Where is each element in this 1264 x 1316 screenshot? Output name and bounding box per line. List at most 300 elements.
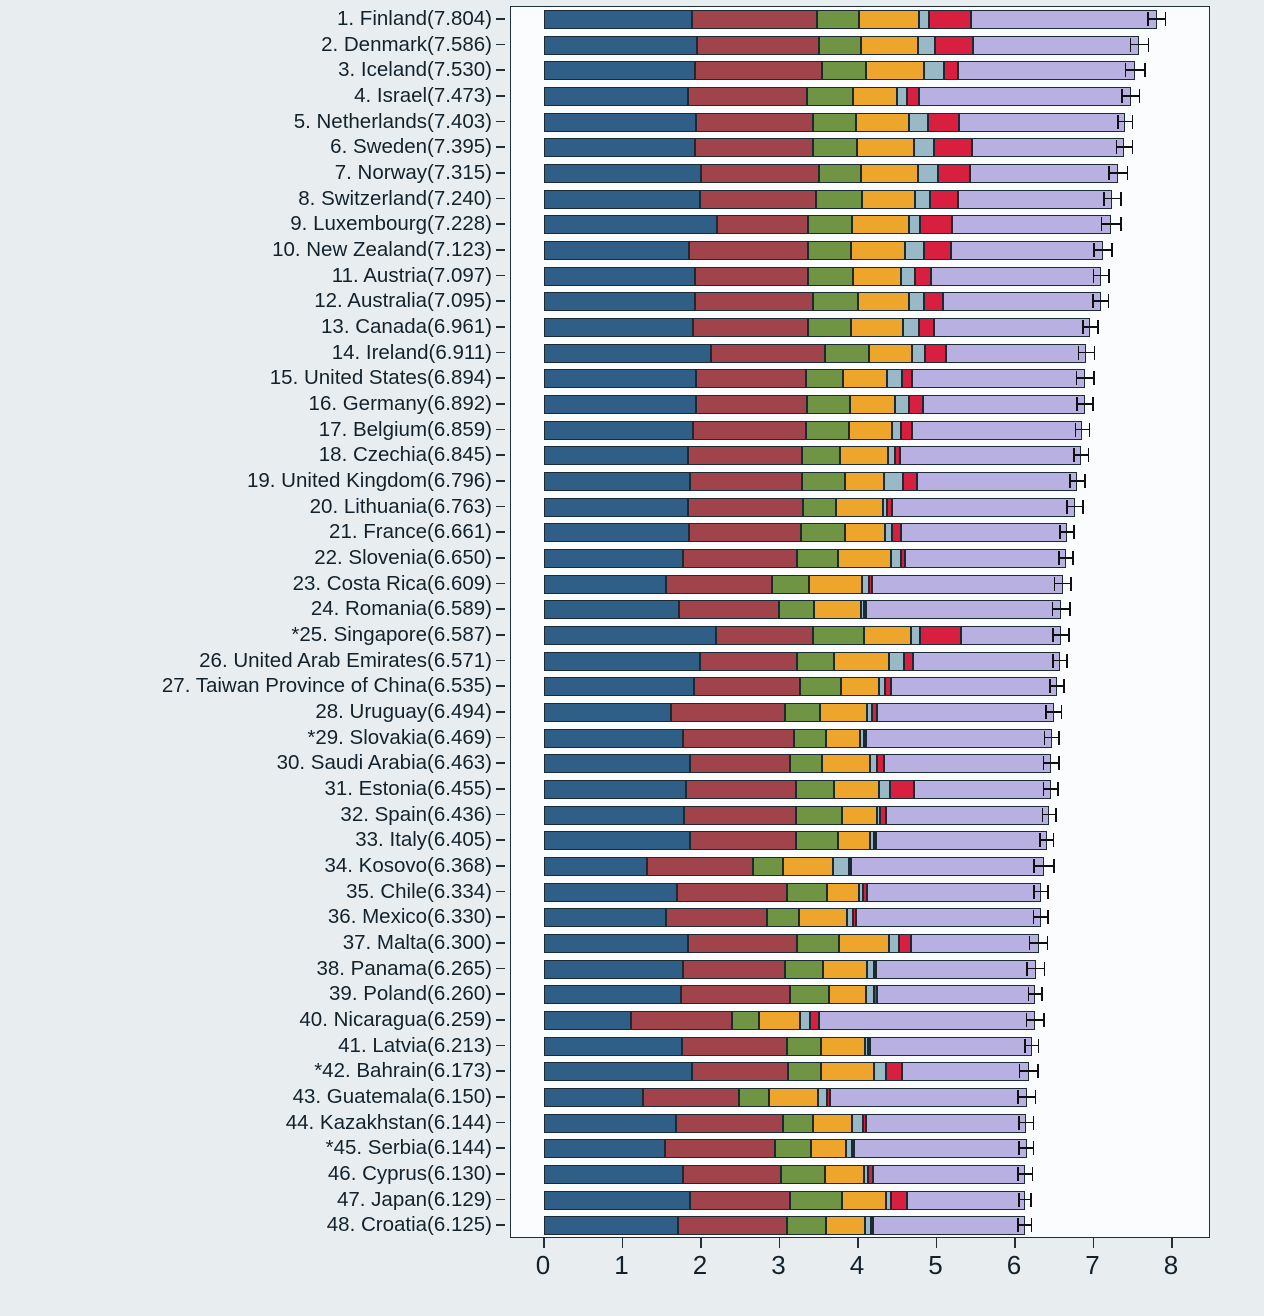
bar-segment xyxy=(833,857,849,876)
bar-segment xyxy=(717,215,808,234)
x-tick-label: 7 xyxy=(1085,1250,1100,1280)
bar-segment xyxy=(681,985,790,1004)
bar-segment xyxy=(813,626,864,645)
category-tick xyxy=(496,223,505,225)
bar-segment xyxy=(900,446,1081,465)
x-tick xyxy=(622,1238,624,1248)
bar-segment xyxy=(693,318,808,337)
bar-segment xyxy=(899,934,911,953)
bar-segment xyxy=(544,831,690,850)
stacked-bar xyxy=(544,754,1051,773)
bar-segment xyxy=(822,61,866,80)
stacked-bar xyxy=(544,138,1124,157)
bar-segment xyxy=(877,703,1054,722)
bar-segment xyxy=(870,1037,1032,1056)
bar-segment xyxy=(819,36,861,55)
bar-segment xyxy=(802,446,840,465)
table-row xyxy=(511,1059,1209,1085)
bar-segment xyxy=(544,138,695,157)
bar-segment xyxy=(958,190,1112,209)
bar-segment xyxy=(914,138,933,157)
category-tick xyxy=(496,454,505,456)
stacked-bar xyxy=(544,472,1077,491)
stacked-bar xyxy=(544,292,1101,311)
stacked-bar xyxy=(544,1165,1025,1184)
bar-segment xyxy=(695,138,813,157)
bar-segment xyxy=(647,857,753,876)
bar-segment xyxy=(796,831,839,850)
bar-segment xyxy=(866,985,874,1004)
bar-segment xyxy=(692,1062,788,1081)
bar-segment xyxy=(739,1088,769,1107)
table-row xyxy=(511,1213,1209,1239)
bar-segment xyxy=(797,652,834,671)
category-label: 1. Finland(7.804) xyxy=(337,7,492,30)
bar-segment xyxy=(911,626,921,645)
error-bar xyxy=(1092,294,1109,308)
category-tick xyxy=(496,762,505,764)
bar-segment xyxy=(787,1216,826,1235)
category-tick xyxy=(496,172,505,174)
category-label: 20. Lithuania(6.763) xyxy=(309,494,492,518)
category-tick xyxy=(496,249,505,251)
bar-segment xyxy=(807,87,852,106)
bar-segment xyxy=(688,87,807,106)
bar-segment xyxy=(544,369,696,388)
category-label: 3. Iceland(7.530) xyxy=(338,58,492,82)
bar-segment xyxy=(887,369,902,388)
bar-segment xyxy=(885,523,892,542)
category-label: 5. Netherlands(7.403) xyxy=(293,109,492,133)
error-bar xyxy=(1075,423,1090,437)
x-tick-label: 4 xyxy=(849,1250,865,1280)
bar-segment xyxy=(544,61,695,80)
stacked-bar xyxy=(544,908,1041,927)
bar-segment xyxy=(544,703,671,722)
bar-segment xyxy=(890,780,915,799)
bar-segment xyxy=(909,395,924,414)
stacked-bar xyxy=(544,498,1075,517)
x-tick-label: 6 xyxy=(1006,1250,1022,1280)
bar-segment xyxy=(692,10,816,29)
bar-segment xyxy=(972,138,1125,157)
bar-segment xyxy=(753,857,783,876)
bar-segment xyxy=(796,806,842,825)
bar-segment xyxy=(873,1216,1025,1235)
x-tick-label: 3 xyxy=(771,1250,786,1280)
bar-segment xyxy=(781,1165,826,1184)
stacked-bar xyxy=(544,677,1057,696)
category-tick xyxy=(496,1173,505,1175)
bar-segment xyxy=(919,87,1130,106)
bar-segment xyxy=(851,857,1043,876)
category-label: 32. Spain(6.436) xyxy=(340,802,492,826)
bar-segment xyxy=(544,498,688,517)
stacked-bar xyxy=(544,1139,1027,1158)
x-tick-label: 8 xyxy=(1163,1250,1179,1280)
category-label: 14. Ireland(6.911) xyxy=(331,340,492,364)
plot-area xyxy=(510,6,1210,1238)
bar-segment xyxy=(787,1037,821,1056)
bar-segment xyxy=(914,780,1051,799)
bar-segment xyxy=(700,190,815,209)
bar-segment xyxy=(544,472,690,491)
category-label: 30. Saudi Arabia(6.463) xyxy=(276,751,492,775)
bar-segment xyxy=(783,1114,814,1133)
bar-segment xyxy=(902,369,912,388)
bar-segment xyxy=(849,421,892,440)
error-bar xyxy=(1017,1167,1033,1181)
bar-segment xyxy=(666,575,772,594)
table-row xyxy=(511,495,1209,521)
category-tick xyxy=(496,788,505,790)
error-bar xyxy=(1033,885,1049,899)
stacked-bar xyxy=(544,344,1086,363)
table-row xyxy=(511,880,1209,906)
bar-segment xyxy=(877,754,884,773)
bar-segment xyxy=(544,446,688,465)
table-row xyxy=(511,803,1209,829)
bar-segment xyxy=(856,113,909,132)
error-bar xyxy=(1116,140,1133,154)
stacked-bar xyxy=(544,806,1049,825)
bar-segment xyxy=(767,908,799,927)
category-tick xyxy=(496,1070,505,1072)
bar-segment xyxy=(683,1165,781,1184)
bar-segment xyxy=(866,1114,1026,1133)
bar-segment xyxy=(862,190,916,209)
category-label: 8. Switzerland(7.240) xyxy=(298,186,492,210)
error-bar xyxy=(1058,551,1073,565)
stacked-bar xyxy=(544,87,1131,106)
table-row xyxy=(511,905,1209,931)
bar-segment xyxy=(700,652,797,671)
table-row xyxy=(511,520,1209,546)
table-row xyxy=(511,726,1209,752)
bar-segment xyxy=(688,934,797,953)
stacked-bar xyxy=(544,395,1085,414)
bar-segment xyxy=(919,318,934,337)
table-row xyxy=(511,1111,1209,1137)
bar-segment xyxy=(544,780,686,799)
bar-segment xyxy=(838,831,870,850)
table-row xyxy=(511,777,1209,803)
error-bar xyxy=(1078,346,1095,360)
bar-segment xyxy=(799,908,847,927)
bar-segment xyxy=(544,215,717,234)
bar-segment xyxy=(924,241,950,260)
table-row xyxy=(511,418,1209,444)
bar-segment xyxy=(544,292,695,311)
category-label: 41. Latvia(6.213) xyxy=(338,1033,492,1057)
error-bar xyxy=(1117,115,1133,129)
bar-segment xyxy=(959,113,1125,132)
stacked-bar xyxy=(544,934,1039,953)
stacked-bar xyxy=(544,369,1085,388)
bar-segment xyxy=(827,883,859,902)
bar-segment xyxy=(859,10,920,29)
category-label: 27. Taiwan Province of China(6.535) xyxy=(161,674,492,698)
bar-segment xyxy=(775,1139,811,1158)
bar-segment xyxy=(845,523,885,542)
category-tick xyxy=(496,506,505,508)
bar-segment xyxy=(796,780,834,799)
bar-segment xyxy=(829,985,866,1004)
bar-segment xyxy=(690,754,790,773)
bar-segment xyxy=(891,549,901,568)
bar-segment xyxy=(919,10,929,29)
bar-segment xyxy=(889,934,898,953)
bar-segment xyxy=(716,626,813,645)
table-row xyxy=(511,1136,1209,1162)
error-bar xyxy=(1049,679,1064,693)
table-row xyxy=(511,187,1209,213)
bar-segment xyxy=(889,652,904,671)
bar-segment xyxy=(797,934,839,953)
bar-segment xyxy=(808,267,853,286)
bar-rows xyxy=(511,7,1209,1237)
bar-segment xyxy=(643,1088,740,1107)
stacked-bar xyxy=(544,652,1060,671)
category-tick xyxy=(496,44,505,46)
bar-segment xyxy=(834,780,879,799)
stacked-bar xyxy=(544,215,1111,234)
bar-segment xyxy=(912,369,1085,388)
error-bar xyxy=(1073,448,1089,462)
bar-segment xyxy=(854,1139,1027,1158)
bar-segment xyxy=(679,600,778,619)
bar-segment xyxy=(905,241,924,260)
bar-segment xyxy=(819,164,862,183)
bar-segment xyxy=(879,780,889,799)
x-tick xyxy=(857,1238,859,1248)
category-tick xyxy=(496,891,505,893)
bar-segment xyxy=(711,344,825,363)
bar-segment xyxy=(841,677,878,696)
category-label: 37. Malta(6.300) xyxy=(342,931,492,954)
category-label: 4. Israel(7.473) xyxy=(354,84,492,107)
bar-segment xyxy=(873,1165,1025,1184)
bar-segment xyxy=(785,960,823,979)
category-tick xyxy=(496,121,505,123)
category-label: 10. New Zealand(7.123) xyxy=(272,238,492,261)
table-row xyxy=(511,161,1209,187)
bar-segment xyxy=(897,87,907,106)
error-bar xyxy=(1125,63,1146,77)
bar-segment xyxy=(803,498,836,517)
bar-segment xyxy=(973,36,1140,55)
stacked-bar xyxy=(544,831,1047,850)
bar-segment xyxy=(912,344,925,363)
category-tick xyxy=(496,377,505,379)
bar-segment xyxy=(864,626,910,645)
bar-segment xyxy=(821,1037,865,1056)
bar-segment xyxy=(929,10,971,29)
bar-segment xyxy=(901,267,915,286)
bar-segment xyxy=(920,215,952,234)
bar-segment xyxy=(843,369,887,388)
category-label: 40. Nicaragua(6.259) xyxy=(299,1008,492,1031)
bar-segment xyxy=(544,1062,692,1081)
bar-segment xyxy=(688,498,803,517)
bar-segment xyxy=(665,1139,775,1158)
table-row xyxy=(511,264,1209,290)
bar-segment xyxy=(544,523,689,542)
category-tick xyxy=(496,993,505,995)
bar-segment xyxy=(907,87,919,106)
bar-segment xyxy=(970,164,1118,183)
bar-segment xyxy=(834,652,889,671)
error-bar xyxy=(1017,1218,1032,1232)
x-tick-label: 2 xyxy=(692,1250,708,1280)
category-label: 43. Guatemala(6.150) xyxy=(292,1085,492,1108)
bar-segment xyxy=(839,934,890,953)
bar-segment xyxy=(701,164,819,183)
bar-segment xyxy=(903,318,919,337)
bar-segment xyxy=(842,806,877,825)
category-tick xyxy=(496,198,505,200)
table-row xyxy=(511,828,1209,854)
bar-segment xyxy=(857,138,915,157)
category-label: *29. Slovakia(6.469) xyxy=(307,725,492,749)
bar-segment xyxy=(901,523,1066,542)
category-label: 47. Japan(6.129) xyxy=(336,1187,492,1211)
bar-segment xyxy=(790,754,822,773)
bar-segment xyxy=(544,806,684,825)
category-label: 39. Poland(6.260) xyxy=(329,982,492,1006)
bar-segment xyxy=(802,472,845,491)
category-tick xyxy=(496,352,505,354)
table-row xyxy=(511,649,1209,675)
table-row xyxy=(511,212,1209,238)
error-bar xyxy=(1044,731,1060,745)
category-tick xyxy=(496,839,505,841)
error-bar xyxy=(1069,474,1086,488)
category-label: 36. Mexico(6.330) xyxy=(327,905,492,929)
stacked-bar xyxy=(544,1062,1029,1081)
stacked-bar xyxy=(544,626,1061,645)
stacked-bar xyxy=(544,10,1157,29)
bar-segment xyxy=(884,754,1051,773)
category-label: 7. Norway(7.315) xyxy=(334,161,492,184)
x-tick xyxy=(1171,1238,1173,1248)
bar-segment xyxy=(920,626,961,645)
category-tick xyxy=(496,916,505,918)
category-label: 17. Belgium(6.859) xyxy=(318,417,492,441)
bar-segment xyxy=(544,87,688,106)
bar-segment xyxy=(821,1062,874,1081)
x-tick xyxy=(779,1238,781,1248)
bar-segment xyxy=(861,36,919,55)
bar-segment xyxy=(913,652,1059,671)
x-tick xyxy=(936,1238,938,1248)
bar-segment xyxy=(904,652,914,671)
bar-segment xyxy=(544,985,681,1004)
stacked-bar xyxy=(544,61,1135,80)
category-tick xyxy=(496,865,505,867)
bar-segment xyxy=(840,446,888,465)
bar-segment xyxy=(918,36,934,55)
bar-segment xyxy=(813,1114,852,1133)
error-bar xyxy=(1033,859,1054,873)
bar-segment xyxy=(544,318,693,337)
bar-segment xyxy=(544,626,716,645)
bar-segment xyxy=(682,1037,788,1056)
category-label: 33. Italy(6.405) xyxy=(355,828,492,852)
bar-segment xyxy=(544,1216,678,1235)
bar-segment xyxy=(928,113,959,132)
error-bar xyxy=(1147,12,1166,26)
bar-segment xyxy=(876,960,1036,979)
error-bar xyxy=(1028,987,1043,1001)
stacked-bar xyxy=(544,600,1061,619)
bar-segment xyxy=(826,1216,865,1235)
bar-segment xyxy=(697,36,819,55)
error-bar xyxy=(1101,217,1122,231)
table-row xyxy=(511,931,1209,957)
bar-segment xyxy=(811,1139,847,1158)
bar-segment xyxy=(826,729,860,748)
category-tick xyxy=(496,583,505,585)
category-label: 44. Kazakhstan(6.144) xyxy=(285,1110,492,1134)
error-bar xyxy=(1018,1116,1034,1130)
bar-segment xyxy=(806,369,843,388)
bar-segment xyxy=(787,883,827,902)
bar-segment xyxy=(971,10,1156,29)
x-axis xyxy=(510,1238,1210,1308)
category-label: 48. Croatia(6.125) xyxy=(326,1213,492,1237)
bar-segment xyxy=(689,523,800,542)
bar-segment xyxy=(677,883,787,902)
bar-segment xyxy=(909,113,929,132)
bar-segment xyxy=(912,421,1083,440)
bar-segment xyxy=(689,241,808,260)
bar-segment xyxy=(772,575,809,594)
error-bar xyxy=(1076,371,1095,385)
category-label: *45. Serbia(6.144) xyxy=(325,1136,492,1160)
bar-segment xyxy=(683,729,794,748)
stacked-bar xyxy=(544,241,1103,260)
bar-segment xyxy=(944,61,959,80)
bar-segment xyxy=(884,472,902,491)
category-tick xyxy=(496,275,505,277)
bar-segment xyxy=(683,960,785,979)
table-row xyxy=(511,366,1209,392)
error-bar xyxy=(1043,782,1059,796)
bar-segment xyxy=(918,164,938,183)
bar-segment xyxy=(895,395,908,414)
bar-segment xyxy=(934,138,972,157)
bar-segment xyxy=(783,857,832,876)
bar-segment xyxy=(877,985,1035,1004)
table-row xyxy=(511,854,1209,880)
bar-segment xyxy=(544,1165,683,1184)
bar-segment xyxy=(876,831,1047,850)
bar-segment xyxy=(886,1062,902,1081)
bar-segment xyxy=(909,215,920,234)
bar-segment xyxy=(911,934,1039,953)
bar-segment xyxy=(544,1139,665,1158)
stacked-bar xyxy=(544,318,1090,337)
bar-segment xyxy=(813,292,857,311)
category-label: 21. France(6.661) xyxy=(329,520,492,544)
category-label: 23. Costa Rica(6.609) xyxy=(292,571,492,595)
error-bar xyxy=(1093,243,1112,257)
stacked-bar xyxy=(544,1088,1027,1107)
bar-segment xyxy=(892,498,1075,517)
table-row xyxy=(511,1188,1209,1214)
table-row xyxy=(511,674,1209,700)
